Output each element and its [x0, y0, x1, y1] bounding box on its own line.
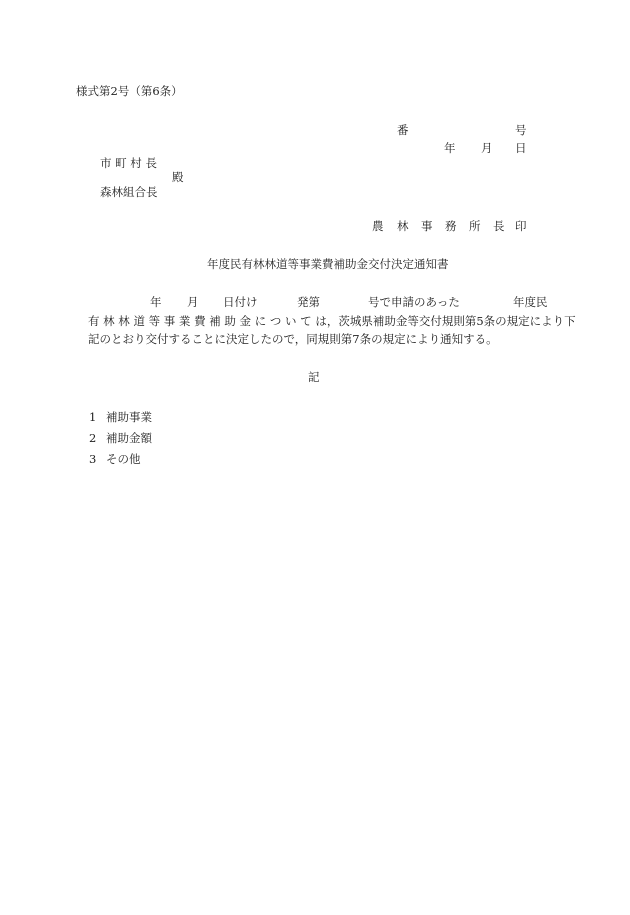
ki-heading: 記: [308, 370, 320, 384]
seal-mark: 印: [515, 219, 527, 233]
addressee-honorific: 殿: [172, 170, 184, 184]
form-number: 様式第2号（第6条）: [76, 84, 183, 98]
body-line-3: 記のとおり交付することに決定したので，同規則第7条の規定により通知する。: [88, 332, 498, 346]
item-2-label: 補助金額: [106, 431, 152, 445]
sender-char-5: 所: [469, 219, 481, 233]
body-line-2: 有 林 林 道 等 事 業 費 補 助 金 に つ い て は，茨城県補助金等交付規則第5条の規定により下: [88, 314, 576, 328]
reference-ban: 番: [397, 123, 409, 137]
item-3-number: 3: [89, 452, 97, 466]
body-applied: 号で申請のあった: [368, 295, 460, 309]
addressee-municipal-head: 市 町 村 長: [100, 156, 157, 170]
sender-char-3: 事: [421, 219, 433, 233]
body-month: 月: [187, 295, 199, 309]
item-3-label: その他: [106, 452, 141, 466]
document-title: 年度民有林林道等事業費補助金交付決定通知書: [207, 257, 449, 271]
sender-char-2: 林: [397, 219, 409, 233]
item-1-label: 補助事業: [106, 410, 152, 424]
sender-char-4: 務: [445, 219, 457, 233]
body-year: 年: [150, 295, 162, 309]
date-day: 日: [515, 141, 527, 155]
sender-char-1: 農: [372, 219, 384, 233]
addressee-forest-cooperative-head: 森林組合長: [100, 185, 158, 199]
date-year: 年: [444, 141, 456, 155]
item-1-number: 1: [89, 410, 97, 424]
date-month: 月: [481, 141, 493, 155]
body-fiscal: 年度民: [513, 295, 548, 309]
body-hatsu-dai: 発第: [297, 295, 320, 309]
reference-go: 号: [515, 123, 527, 137]
sender-char-6: 長: [493, 219, 505, 233]
item-2-number: 2: [89, 431, 97, 445]
body-date-suffix: 日付け: [223, 295, 258, 309]
